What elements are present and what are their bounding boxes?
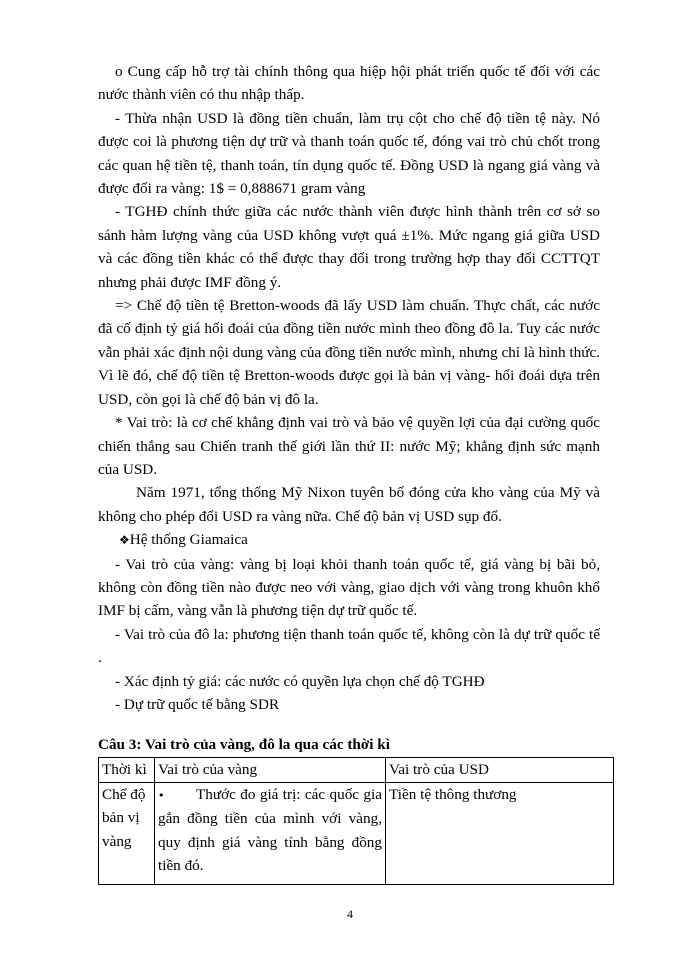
table-cell-period: Chế độ bản vị vàng bbox=[99, 782, 155, 885]
table-cell-usd: Tiền tệ thông thương bbox=[386, 782, 614, 885]
paragraph-gold-role: - Vai trò của vàng: vàng bị loại khỏi thanh toán quốc tế, giá vàng bị bãi bỏ, không còn đồng tiền nào được neo với vàng, giao dịch với vàng trong khuôn khổ IMF bị cấm, vàng vẫn là phương tiện dự trữ quốc tế. bbox=[98, 555, 600, 620]
table-cell-gold-text: Thước đo giá trị: các quốc gia gắn đồng tiền của mình với vàng, quy định giá vàng tính bằng đồng tiền đó. bbox=[158, 785, 382, 874]
roles-table bbox=[98, 757, 614, 885]
table-header-row bbox=[99, 758, 614, 782]
table-row bbox=[99, 782, 614, 885]
table-header-usd: Vai trò của USD bbox=[386, 758, 614, 782]
jamaica-heading-text: Hệ thống Giamaica bbox=[129, 531, 248, 549]
heading-jamaica-system bbox=[98, 528, 600, 552]
paragraph-dollar-role: - Vai trò của đô la: phương tiện thanh toán quốc tế, không còn là dự trữ quốc tế . bbox=[98, 625, 600, 667]
paragraph-exchange-rate: - Xác định tỷ giá: các nước có quyền lựa chọn chế độ TGHĐ bbox=[115, 672, 485, 690]
section-heading: Câu 3: Vai trò của vàng, đô la qua các thời kì bbox=[98, 736, 390, 754]
table-cell-gold bbox=[155, 782, 386, 885]
diamond-bullet-icon: ❖ bbox=[119, 533, 130, 548]
table-header-period: Thời kì bbox=[99, 758, 155, 782]
paragraph-sdr-reserve: - Dự trữ quốc tế bằng SDR bbox=[115, 695, 280, 713]
page-content bbox=[98, 60, 600, 885]
paragraph-bretton-woods-summary: => Chế độ tiền tệ Bretton-woods đã lấy USD làm chuẩn. Thực chất, các nước đã cố định tỷ giá hối đoái của đồng tiền nước mình theo đồng đô la. Tuy các nước vẫn phải xác định nội dung vàng của đồng tiền nước mình, nhưng chỉ là hình thức. Vì lẽ đó, chế độ tiền tệ Bretton-woods được gọi là bản vị vàng- hối đoái dựa trên USD, còn gọi là chế độ bản vị đô la. bbox=[98, 297, 600, 408]
bullet-icon: • bbox=[158, 788, 165, 802]
paragraph-official-exchange-rate: - TGHĐ chính thức giữa các nước thành viên được hình thành trên cơ sở so sánh hàm lượng vàng của USD không vượt quá ±1%. Mức ngang giá giữa USD và các đồng tiền khác có thể được thay đổi trong trường hợp thay đổi CCTTQT nhưng phải được IMF đồng ý. bbox=[98, 203, 600, 291]
paragraph-usd-standard: - Thừa nhận USD là đồng tiền chuẩn, làm trụ cột cho chế độ tiền tệ này. Nó được coi là phương tiện dự trữ và thanh toán quốc tế, đóng vai trò chủ chốt trong các quan hệ tiền tệ, thanh toán, tín dụng quốc tế. Đồng USD là ngang giá vàng và được đổi ra vàng: 1$ = 0,888671 gram vàng bbox=[98, 109, 600, 198]
paragraph-ida-support: o Cung cấp hỗ trợ tài chính thông qua hiệp hội phát triển quốc tế đối với các nước thành viên có thu nhập thấp. bbox=[98, 63, 600, 104]
page-number: 4 bbox=[347, 907, 353, 921]
paragraph-role: * Vai trò: là cơ chế khẳng định vai trò và bảo vệ quyền lợi của đại cường quốc chiến thắng sau Chiến tranh thế giới lần thứ II: nước Mỹ; khẳng định sức mạnh của USD. bbox=[98, 414, 600, 478]
table-header-gold: Vai trò của vàng bbox=[155, 758, 386, 782]
paragraph-nixon-1971: Năm 1971, tổng thống Mỹ Nixon tuyên bố đóng cửa kho vàng của Mỹ và không cho phép đổi USD ra vàng nữa. Chế độ bản vị USD sụp đổ. bbox=[98, 484, 600, 525]
